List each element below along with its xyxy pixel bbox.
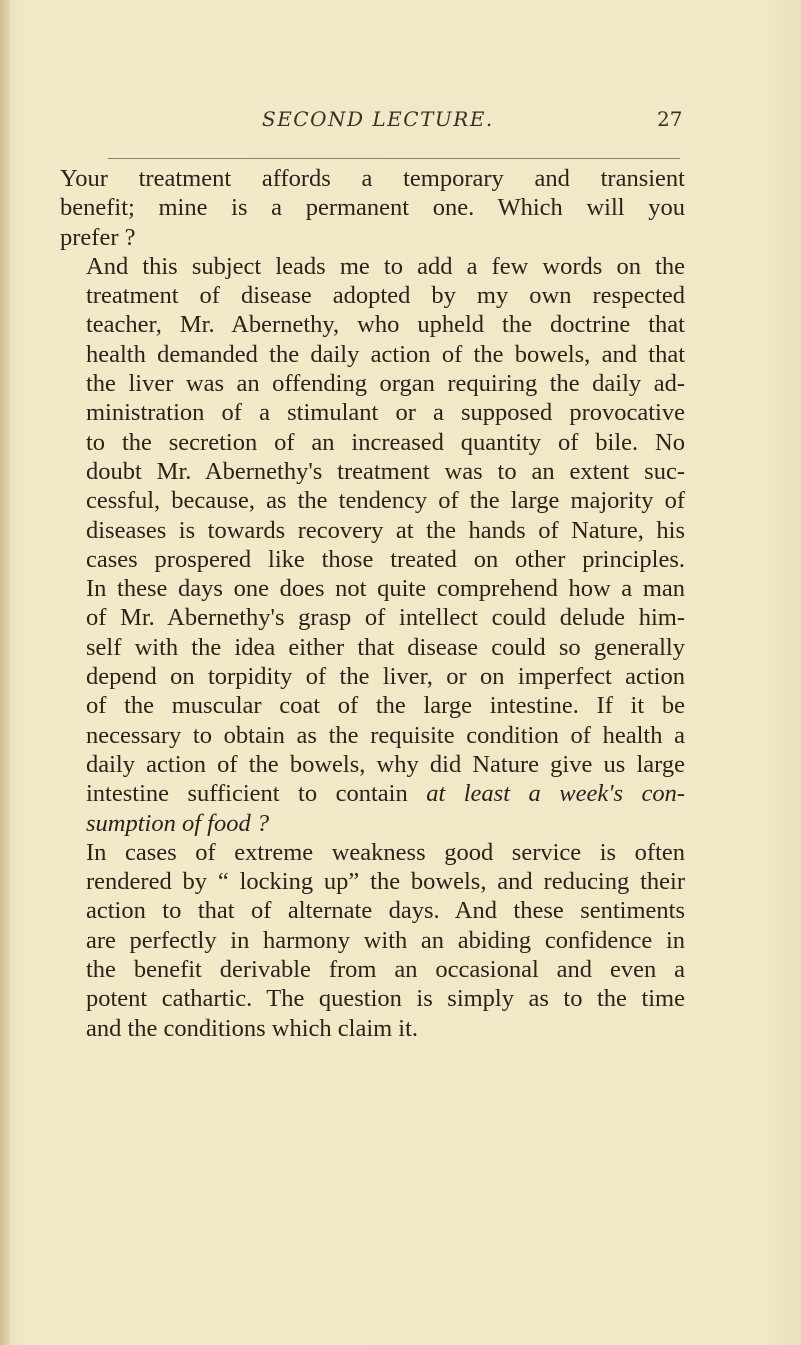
text-line: the benefit derivable from an occasional and even a	[86, 956, 685, 984]
text-line: of Mr. Abernethy's grasp of intellect could delude him-	[86, 604, 685, 632]
text-line: the liver was an offending organ requiring the daily ad-	[86, 370, 685, 398]
text-line: self with the idea either that disease could so generally	[86, 633, 685, 661]
text-line: Your treatment affords a temporary and transient	[60, 165, 685, 192]
text-line: teacher, Mr. Abernethy, who upheld the doctrine that	[86, 311, 685, 339]
text-line: daily action of the bowels, why did Nature give us large	[86, 750, 685, 778]
text-line: prefer ?	[60, 223, 136, 251]
paragraph-2	[60, 252, 685, 838]
text-line: treatment of disease adopted by my own respected	[86, 282, 685, 310]
text-line: diseases is towards recovery at the hands of Nature, his	[86, 516, 685, 544]
text-line: cases prospered like those treated on other principles.	[86, 545, 685, 573]
text-line: depend on torpidity of the liver, or on imperfect action	[86, 663, 685, 691]
text-line: benefit; mine is a permanent one. Which will you	[60, 194, 685, 222]
text-line: are perfectly in harmony with an abiding confidence in	[86, 926, 685, 954]
italic-segment: at least a week's con-	[426, 780, 685, 808]
text-line: to the secretion of an increased quantity of bile. No	[86, 428, 685, 456]
text-line: doubt Mr. Abernethy's treatment was to an extent suc-	[86, 457, 685, 485]
text-line: ministration of a stimulant or a supposed provocative	[86, 399, 685, 427]
text-line: In cases of extreme weakness good service is often	[86, 838, 685, 866]
text-line: potent cathartic. The question is simply as to the time	[86, 985, 685, 1013]
text-line: And this subject leads me to add a few words on the	[86, 252, 685, 280]
text-line: In these days one does not quite comprehend how a man	[86, 575, 685, 603]
binding-edge	[0, 0, 10, 1345]
paragraph-1	[60, 164, 685, 252]
paragraph-3	[60, 838, 685, 1043]
text-line: of the muscular coat of the large intestine. If it be	[86, 692, 685, 720]
header-rule	[108, 158, 680, 159]
body-text	[60, 164, 685, 1043]
text-line: health demanded the daily action of the bowels, and that	[86, 340, 685, 368]
page-number: 27	[657, 107, 683, 131]
text-line: necessary to obtain as the requisite condition of health a	[86, 721, 685, 749]
text-line: and the conditions which claim it.	[86, 1014, 419, 1042]
running-title: SECOND LECTURE.	[262, 107, 494, 131]
italic-line: sumption of food ?	[86, 809, 270, 837]
text-segment: intestine sufficient to contain	[86, 780, 408, 808]
text-line: action to that of alternate days. And these sentiments	[86, 897, 685, 925]
text-line-mixed	[60, 779, 685, 808]
text-line: rendered by “ locking up” the bowels, and reducing their	[86, 868, 685, 896]
text-line: cessful, because, as the tendency of the large majority of	[86, 487, 685, 515]
page-header	[0, 93, 801, 133]
